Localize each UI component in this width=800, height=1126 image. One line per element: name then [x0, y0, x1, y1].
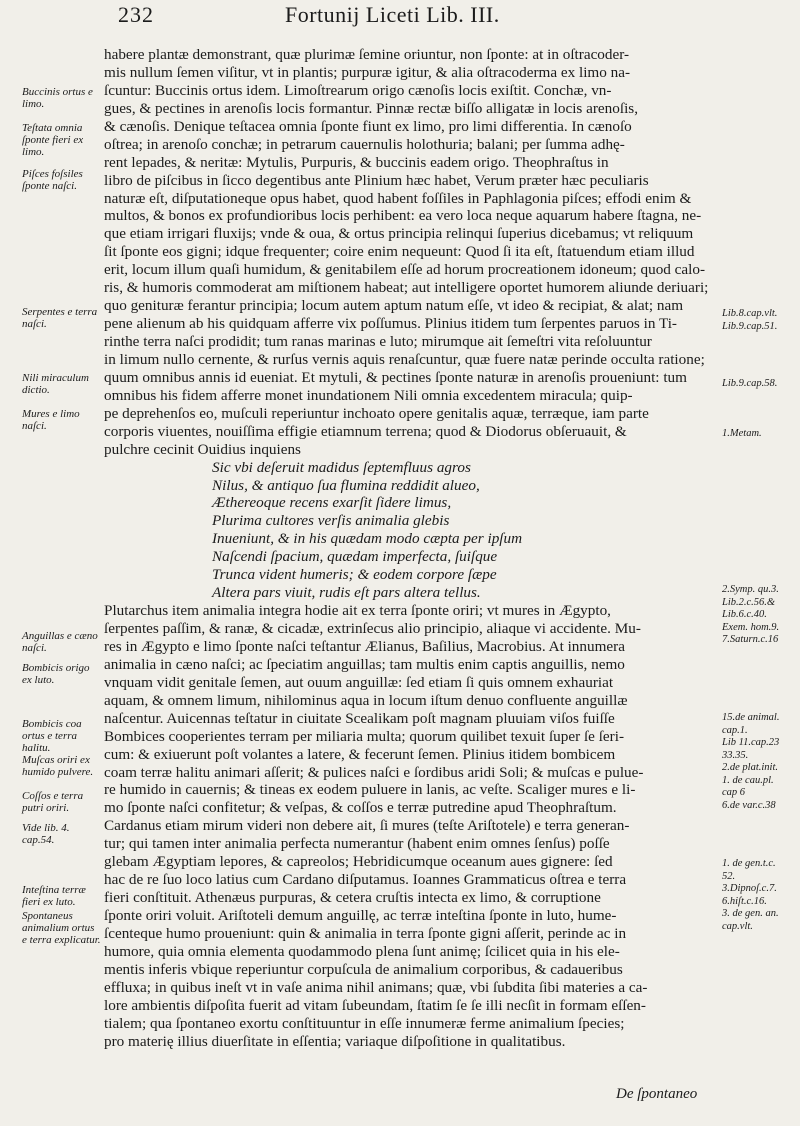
text-line: erit, locum illum quaſi humidum, & genitabilem eſſe ad horum procreationem idoneum; quod calo-: [104, 261, 706, 279]
page-number: 232: [118, 2, 154, 27]
text-line: fieri conſtituit. Athenæus purpuras, & cetera cruſtis intecta ex limo, & corruptione: [104, 889, 601, 907]
text-line: habere plantæ demonstrant, quæ plurimæ ſemine oriuntur, non ſponte: at in oſtracoder-: [104, 46, 630, 63]
text-line: libro de piſcibus in ſicco degentibus ante Plinium hæc habet, Verum præter hæc peculiaris: [104, 171, 649, 189]
citation-note: Lib.9.cap.58.: [722, 378, 778, 389]
verse-line: Inueniunt, & in his quædam modo cæpta per ipſum: [212, 530, 523, 548]
verse-line: Sic vbi deſeruit madidus ſeptemfluus agros: [212, 458, 471, 476]
text-line: Cardanus etiam mirum videri non debere ait, ſi mures (teſte Ariſtotele) e terra generan-: [104, 817, 630, 835]
margin-note: Piſces foſsiles ſponte naſci.: [22, 168, 83, 192]
text-line: cum: & exiuerunt poſt volantes a latere, & fecerunt ſemen. Plinius itidem bombicem: [104, 745, 616, 763]
verse-line: Altera pars viuit, rudis eſt pars altera tellus.: [212, 584, 481, 602]
text-line: in limum nullo cernente, & rurſus vernis aquis renaſcuntur, quæ fuere natæ perinde occulta ratione;: [104, 350, 705, 368]
margin-note: Mures e limo naſci.: [22, 408, 80, 432]
text-line: rent lepades, & neritæ: Mytulis, Purpuris, & buccinis eadem origo. Theophraſtus in: [104, 153, 609, 171]
text-line: pene alienum ab his quidquam afferre vix poſſumus. Plinius itidem tum ſerpentes paruos in Ti-: [104, 315, 677, 333]
text-line: Plutarchus item animalia integra hodie ait ex terra ſponte oriri; vt mures in Ægypto,: [104, 602, 611, 620]
text-line: ſponte oriri voluit. Ariſtoteli demum anguillę, ac terræ inteſtina ſponte in luto, hume-: [104, 907, 617, 924]
text-line: effluxa; in quibus ineſt vt in vaſe anima nihil animans; quæ, vbi ſubdita ſibi materies a ca-: [104, 978, 648, 996]
citation-note: 1. de gen.t.c. 52. 3.Dipnoſ.c.7. 6.hiſt.c.16. 3. de gen. an. cap.vlt.: [722, 858, 779, 932]
citation-note: 15.de animal. cap.1. Lib 11.cap.23 33.35. 2.de plat.init. 1. de cau.pl. cap 6 6.de var.c.38: [722, 712, 780, 811]
text-line: tur; qui tamen inter animalia perfecta numerantur (habent enim omnes ſenſus) poſſe: [104, 835, 610, 853]
text-line: pe deprehenſos eo, muſculi reperiuntur inchoato opere genitalis aquæ, terræque, iam parte: [104, 404, 649, 422]
margin-note: Inteſtina terræ fieri ex luto.: [22, 884, 86, 908]
text-line: res in Ægypto e limo ſponte naſci teſtantur Ælianus, Baſilius, Macrobius. At innumera: [104, 637, 625, 655]
text-line: ſcuntur: Buccinis ortus idem. Limoſtrearum origo cænoſis locis exiſtit. Conchæ, vn-: [104, 81, 612, 99]
text-line: corporis viuentes, nouiſſima effigie etiamnum terrena; quod & Diodorus obſeruauit, &: [104, 422, 627, 440]
text-line: animalia in cæno naſci; ac ſpeciatim anguillas; tam multis enim captis anguillis, nemo: [104, 655, 625, 673]
text-line: que etiam irrigari fluxijs; vnde & oua, & ortus principia relinqui ſuperius dicebamus; vt reliquum: [104, 225, 694, 243]
margin-note: Muſcas oriri ex humido pulvere.: [22, 754, 94, 778]
text-line: lore ambientis diſpoſita fuerit ad vitam ſubeundam, ſtatim ſe ſe illi necſit in formam eſſen-: [104, 996, 646, 1014]
text-line: hac de re ſuo loco latius cum Cardano diſputamus. Ioannes Grammaticus oſtrea e terra: [104, 871, 627, 889]
text-line: tialem; qua ſpontaneo exortu conſtituuntur in eſſe innumeræ ferme animalium ſpecies;: [104, 1014, 625, 1032]
margin-note: Anguillas e cæno naſci.: [22, 630, 98, 654]
margin-note: Coſſos e terra putri oriri.: [22, 790, 84, 814]
margin-note: Vide lib. 4. cap.54.: [22, 822, 70, 846]
citation-note: 2.Symp. qu.3. Lib.2.c.56.& Lib.6.c.40. Exem. hom.9. 7.Saturn.c.16: [722, 584, 780, 645]
text-line: vnquam vidit genitale ſemen, aut ouum anguillæ: ſed etiam ſi quis omnem exhauriat: [104, 673, 614, 691]
text-line: mentis inferis vbique reperiuntur corpuſcula de animalium corporibus, & cadaueribus: [104, 960, 623, 978]
margin-note: Teſtata omnia ſponte fieri ex limo.: [22, 122, 84, 158]
text-line: glebam Ægyptiam lepores, & capreolos; Hebridicumque oceanum aues gignere: ſed: [104, 853, 613, 871]
text-line: quum omnibus annis id eueniat. Et mytuli, & pectines ſponte naturæ in arenoſis proueniunt: tum: [104, 368, 687, 386]
margin-note: Bombicis coa ortus e terra halitu.: [22, 718, 82, 754]
text-line: humore, quia omnia elementa quodammodo plena ſunt animę; ſcilicet quia in his ele-: [104, 942, 620, 960]
verse-line: Plurima cultores verſis animalia glebis: [212, 512, 450, 530]
text-line: aquam, & omnem limum, nihilominus aqua in locum iſtum denuo confluente anguillæ: [104, 691, 628, 709]
text-line: oſtrea; in arenoſo conchæ; in petrarum cauernulis holothuria; balani; per ſumma adhę-: [104, 135, 625, 153]
paragraph-before-verse: [104, 46, 716, 459]
text-line: & cænoſis. Denique teſtacea omnia ſponte fiunt ex limo, pro limi differentia. In cænoſo: [104, 117, 632, 135]
text-line: gues, & pectines in arenoſis locis formantur. Pinnæ rectæ biſſo alligatæ in locis arenoſis,: [104, 99, 639, 117]
text-line: ſerpentes paſſim, & ranæ, & cicadæ, extrinſecus alio principio, aliaque vi accidente. Mu-: [104, 620, 641, 637]
text-line: rinthe terra naſci prodidit; tum ranas marinas e luto; mirumque ait ſemeſtri vita reſoluuntur: [104, 333, 652, 350]
text-line: omnibus his fidem afferre monet inundationem Nili omnia excedentem miracula; quip-: [104, 386, 633, 404]
verse-line: Trunca vident humeris; & eodem corpore ſæpe: [212, 566, 497, 584]
citation-note: 1.Metam.: [722, 428, 762, 439]
verse-line: Naſcendi ſpacium, quædam imperfecta, ſuiſque: [212, 548, 498, 566]
text-line: quo genituræ ferantur principia; locum autem aptum natum eſſe, vt ideo & recipiat, & alat; nam: [104, 297, 684, 315]
margin-note: Bombicis origo ex luto.: [22, 662, 90, 686]
text-line: re humido in cauernis; & tineas ex eodem puluere in lanis, ac veſte. Scaliger mures e li-: [104, 781, 636, 799]
margin-note: Nili miraculum dictio.: [22, 372, 89, 396]
text-line: pro materię illius diuerſitate in eſſentia; variaque diſpoſitione in qualitatibus.: [104, 1032, 566, 1050]
margin-note: Serpentes e terra naſci.: [22, 306, 98, 330]
text-line: ſit ſponte eos gigni; idque frequenter; coire enim nequeunt: Quod ſi ita eſt, ſtatuendum etiam illud: [104, 243, 695, 261]
text-line: ris, & humoris commoderat am miſtionem habeat; aut intelligere oportet humorem aliunde deriuari;: [104, 279, 709, 297]
running-title: Fortunij Liceti Lib. III.: [285, 2, 500, 27]
paragraph-after-verse: [104, 602, 716, 1050]
ovid-verse: [104, 459, 716, 603]
text-line: coam terræ halitu animari aſſerit; & pulices naſci e ſordibus aridi Soli; & muſcas e pulue-: [104, 763, 644, 781]
margin-note: Buccinis ortus e limo.: [22, 86, 93, 110]
text-line: naturæ eſt, diſputationeque opus habet, quod habent foſſiles in Paphlagonia piſces; effodi enim &: [104, 189, 692, 207]
text-line: pulchre cecinit Ouidius inquiens: [104, 440, 301, 458]
verse-line: Æthereoque recens exarſit ſidere limus,: [212, 494, 452, 512]
text-line: multos, & bonos ex profundioribus locis perhibent: ea vero loca neque aquarum habere ſtagna, ne-: [104, 207, 702, 225]
text-line: ſcenteque humo proueniunt: quin & animalia in terra ſponte gigni aſſerit, perinde ac in: [104, 924, 627, 942]
main-text: [104, 46, 716, 1051]
text-line: mis nullum ſemen viſitur, vt in plantis; purpuræ igitur, & alia oſtracoderma ex limo na-: [104, 63, 631, 81]
page-header: [0, 2, 800, 42]
citation-note: Lib.8.cap.vlt. Lib.9.cap.51.: [722, 308, 778, 332]
text-line: naſcentur. Auicennas teſtatur in ciuitate Scealikam poſt magnam pluuiam viſos fuiſſe: [104, 709, 615, 727]
catchword: De ſpontaneo: [616, 1086, 698, 1102]
text-line: mo ſponte naſci confitetur; & veſpas, & coſſos e terræ putredine apud Theophraſtum.: [104, 799, 617, 817]
verse-line: Nilus, & antiquo ſua flumina reddidit alueo,: [212, 476, 480, 494]
text-line: Bombices cooperientes terram per miliaria multa; quorum quilibet texuit ſuper ſe ſeri-: [104, 727, 625, 745]
margin-note: Spontaneus animalium ortus e terra explicatur.: [22, 910, 101, 946]
